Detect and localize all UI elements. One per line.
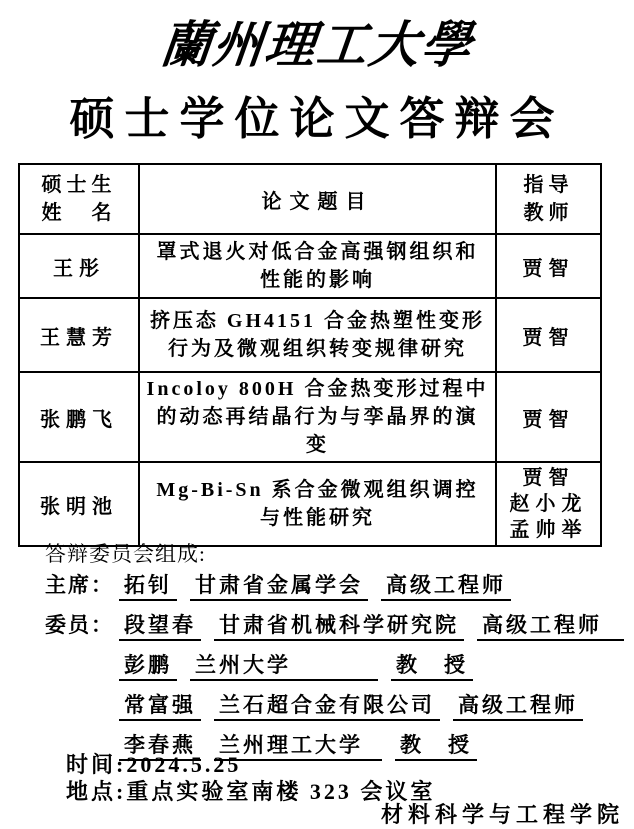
department-signature: 材料科学与工程学院 bbox=[380, 802, 624, 827]
advisor-name: 孟帅举 bbox=[509, 519, 588, 541]
defense-time: 时间:2024.5.25 bbox=[66, 752, 242, 777]
committee-member-line bbox=[45, 612, 620, 641]
member-affiliation: 兰州理工大学 bbox=[214, 732, 382, 761]
advisor-name: 贾智 bbox=[496, 234, 601, 298]
university-calligraphy-logo: 蘭州理工大學 bbox=[158, 17, 476, 73]
committee-list bbox=[45, 572, 620, 772]
col-header-thesis-title bbox=[139, 164, 496, 234]
advisor-name: 贾智 bbox=[496, 372, 601, 462]
defense-schedule-table bbox=[18, 163, 602, 547]
member-title: 高级工程师 bbox=[453, 692, 583, 721]
advisor-name: 贾智 bbox=[496, 298, 601, 372]
page-title: 硕士学位论文答辩会 bbox=[69, 94, 565, 144]
member-name: 彭鹏 bbox=[119, 652, 177, 681]
member-name: 常富强 bbox=[119, 692, 201, 721]
member-label: 委员： bbox=[45, 613, 114, 637]
member-title: 教 授 bbox=[395, 732, 477, 761]
advisor-name: 赵小龙 bbox=[509, 493, 588, 515]
header-thesis-label: 论文题目 bbox=[261, 190, 374, 213]
table-row bbox=[19, 298, 601, 372]
student-name: 张明池 bbox=[19, 462, 139, 546]
chair-name: 拓钊 bbox=[119, 572, 177, 601]
member-name: 李春燕 bbox=[119, 732, 201, 761]
header-student-line1: 硕士生 bbox=[41, 174, 117, 196]
thesis-title: Incoloy 800H 合金热变形过程中的动态再结晶行为与孪晶界的演变 bbox=[139, 372, 496, 462]
thesis-title: 挤压态 GH4151 合金热塑性变形行为及微观组织转变规律研究 bbox=[139, 298, 496, 372]
member-name: 段望春 bbox=[119, 612, 201, 641]
advisor-name: 贾智 bbox=[522, 467, 575, 489]
thesis-title: 罩式退火对低合金高强钢组织和性能的影响 bbox=[139, 234, 496, 298]
student-name: 王彤 bbox=[19, 234, 139, 298]
table-header-row bbox=[19, 164, 601, 234]
student-name: 王慧芳 bbox=[19, 298, 139, 372]
committee-heading: 答辩委员会组成: bbox=[45, 542, 206, 566]
student-name: 张鹏飞 bbox=[19, 372, 139, 462]
thesis-title: Mg-Bi-Sn 系合金微观组织调控与性能研究 bbox=[139, 462, 496, 546]
defense-location: 地点:重点实验室南楼 323 会议室 bbox=[66, 779, 436, 804]
member-title: 高级工程师 bbox=[477, 612, 624, 641]
col-header-advisor bbox=[496, 164, 601, 234]
header-student-line2: 姓 名 bbox=[41, 202, 117, 224]
chair-affiliation: 甘肃省金属学会 bbox=[190, 572, 368, 601]
table-row bbox=[19, 234, 601, 298]
header-advisor-line2: 教师 bbox=[523, 202, 574, 224]
col-header-student-name bbox=[19, 164, 139, 234]
member-affiliation: 兰石超合金有限公司 bbox=[214, 692, 440, 721]
header-advisor-line1: 指导 bbox=[523, 174, 574, 196]
member-title: 教 授 bbox=[391, 652, 473, 681]
table-row bbox=[19, 462, 601, 546]
chair-title: 高级工程师 bbox=[381, 572, 511, 601]
committee-member-line bbox=[45, 652, 620, 681]
advisor-names bbox=[496, 462, 601, 546]
table-row bbox=[19, 372, 601, 462]
member-affiliation: 兰州大学 bbox=[190, 652, 378, 681]
member-affiliation: 甘肃省机械科学研究院 bbox=[214, 612, 464, 641]
committee-member-line bbox=[45, 692, 620, 721]
committee-chair-line bbox=[45, 572, 620, 601]
chair-label: 主席： bbox=[45, 573, 114, 597]
